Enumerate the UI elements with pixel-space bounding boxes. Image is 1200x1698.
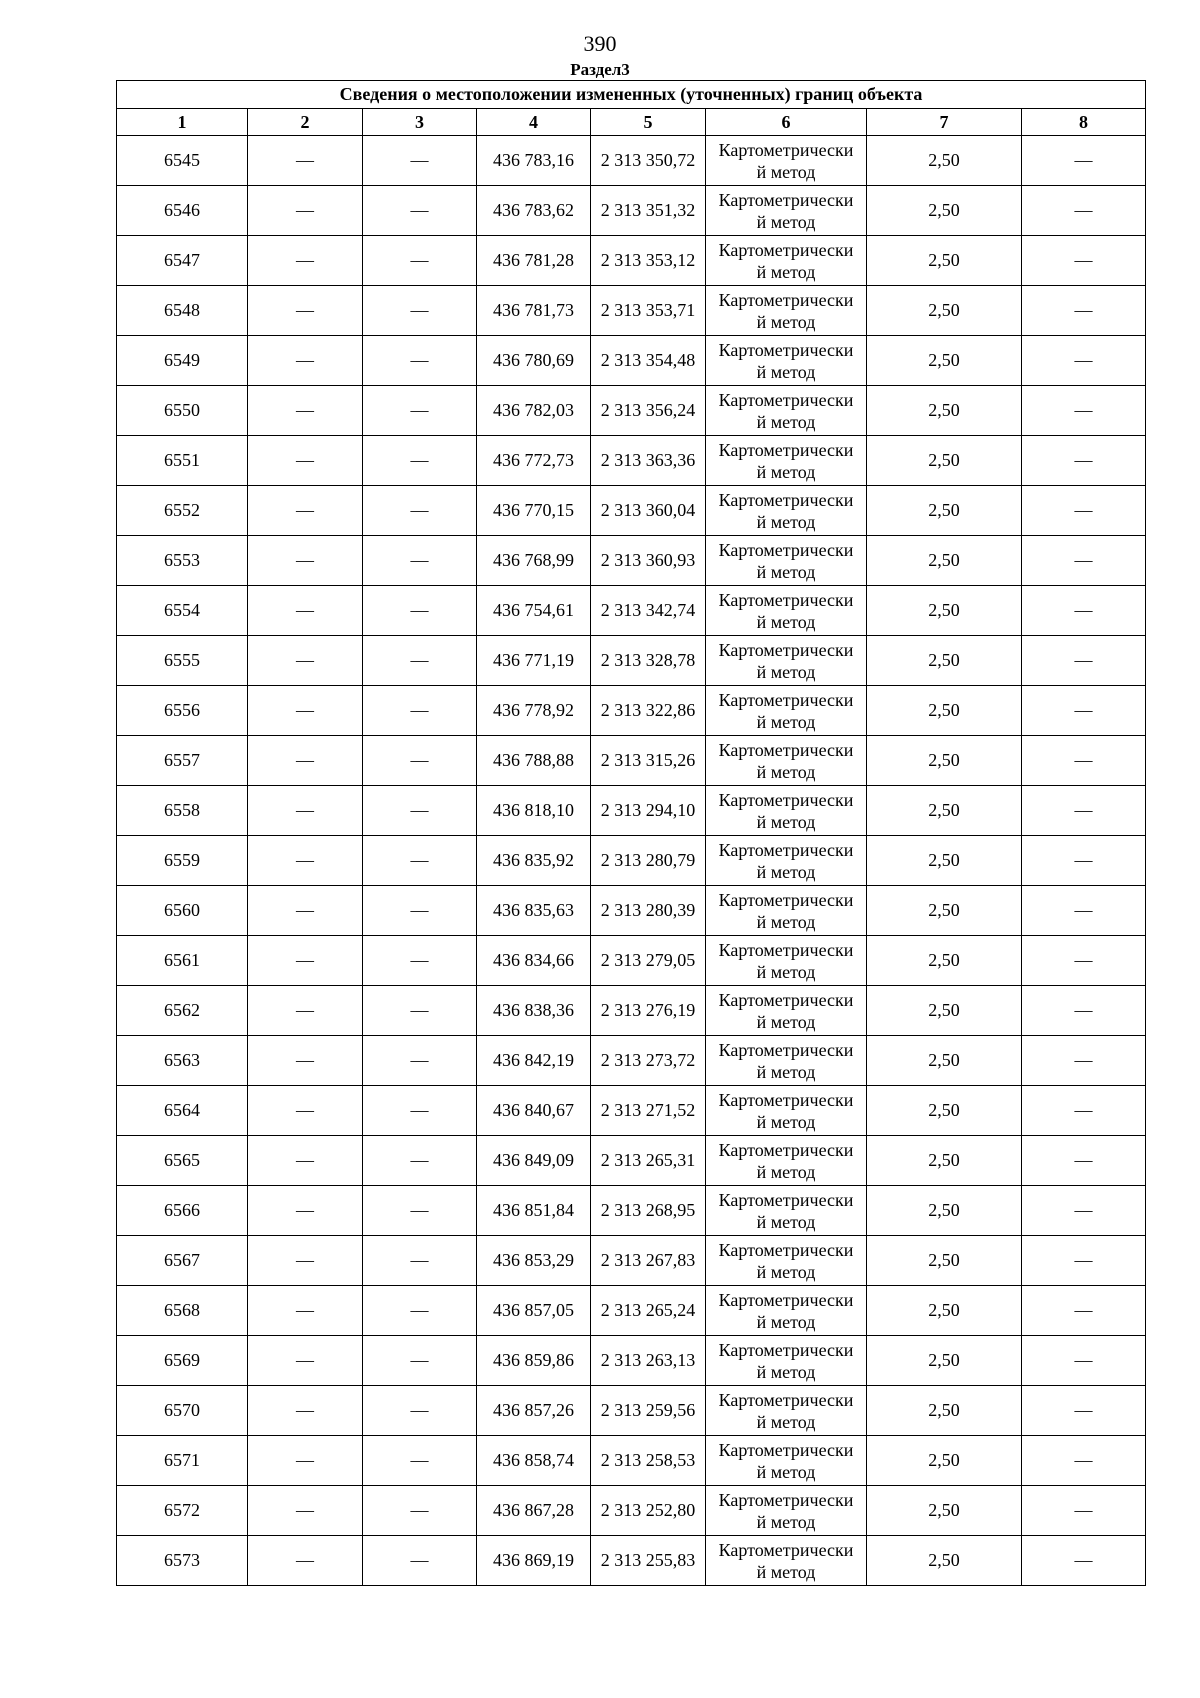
cell-col-2: — [248,786,363,836]
cell-coord-y: 2 313 265,24 [591,1286,706,1336]
cell-accuracy: 2,50 [867,1286,1022,1336]
cell-col-2: — [248,1336,363,1386]
cell-col-8: — [1022,136,1146,186]
column-header-8: 8 [1022,109,1146,136]
cell-col-2: — [248,386,363,436]
cell-col-2: — [248,436,363,486]
cell-point-number: 6549 [117,336,248,386]
cell-accuracy: 2,50 [867,236,1022,286]
column-header-6: 6 [706,109,867,136]
cell-col-8: — [1022,1536,1146,1586]
cell-col-3: — [363,1286,477,1336]
cell-point-number: 6552 [117,486,248,536]
cell-col-3: — [363,1486,477,1536]
cell-method: Картометрически й метод [706,636,867,686]
table-row [117,586,1146,636]
cell-coord-y: 2 313 342,74 [591,586,706,636]
cell-coord-y: 2 313 271,52 [591,1086,706,1136]
cell-accuracy: 2,50 [867,486,1022,536]
table-row [117,186,1146,236]
cell-coord-y: 2 313 279,05 [591,936,706,986]
cell-col-3: — [363,1386,477,1436]
cell-coord-x: 436 781,73 [477,286,591,336]
cell-col-3: — [363,1086,477,1136]
cell-col-2: — [248,1286,363,1336]
cell-point-number: 6572 [117,1486,248,1536]
table-row [117,936,1146,986]
cell-point-number: 6547 [117,236,248,286]
cell-col-3: — [363,1436,477,1486]
cell-coord-x: 436 818,10 [477,786,591,836]
cell-accuracy: 2,50 [867,586,1022,636]
cell-col-3: — [363,536,477,586]
cell-col-8: — [1022,586,1146,636]
cell-point-number: 6548 [117,286,248,336]
cell-method: Картометрически й метод [706,1236,867,1286]
cell-coord-x: 436 859,86 [477,1336,591,1386]
cell-col-2: — [248,236,363,286]
column-header-4: 4 [477,109,591,136]
cell-coord-y: 2 313 354,48 [591,336,706,386]
cell-accuracy: 2,50 [867,986,1022,1036]
cell-col-3: — [363,836,477,886]
cell-coord-y: 2 313 259,56 [591,1386,706,1436]
cell-point-number: 6545 [117,136,248,186]
cell-method: Картометрически й метод [706,136,867,186]
table-row [117,1186,1146,1236]
table-row [117,236,1146,286]
cell-method: Картометрически й метод [706,236,867,286]
cell-point-number: 6556 [117,686,248,736]
cell-coord-x: 436 770,15 [477,486,591,536]
cell-coord-y: 2 313 273,72 [591,1036,706,1086]
cell-col-8: — [1022,886,1146,936]
cell-coord-y: 2 313 353,71 [591,286,706,336]
cell-method: Картометрически й метод [706,1486,867,1536]
cell-col-2: — [248,1086,363,1136]
cell-coord-y: 2 313 280,39 [591,886,706,936]
cell-col-8: — [1022,1036,1146,1086]
cell-accuracy: 2,50 [867,386,1022,436]
cell-col-3: — [363,386,477,436]
cell-col-2: — [248,336,363,386]
cell-col-8: — [1022,1486,1146,1536]
cell-coord-x: 436 842,19 [477,1036,591,1086]
column-header-5: 5 [591,109,706,136]
cell-coord-x: 436 851,84 [477,1186,591,1236]
cell-col-2: — [248,1486,363,1536]
cell-col-3: — [363,186,477,236]
cell-coord-y: 2 313 328,78 [591,636,706,686]
cell-col-3: — [363,1336,477,1386]
cell-method: Картометрически й метод [706,1386,867,1436]
cell-col-2: — [248,186,363,236]
cell-coord-y: 2 313 294,10 [591,786,706,836]
cell-method: Картометрически й метод [706,1286,867,1336]
cell-col-3: — [363,136,477,186]
cell-col-2: — [248,1536,363,1586]
cell-accuracy: 2,50 [867,1536,1022,1586]
cell-method: Картометрически й метод [706,586,867,636]
column-header-7: 7 [867,109,1022,136]
cell-method: Картометрически й метод [706,1336,867,1386]
cell-coord-x: 436 849,09 [477,1136,591,1186]
cell-col-3: — [363,336,477,386]
cell-point-number: 6562 [117,986,248,1036]
cell-method: Картометрически й метод [706,986,867,1036]
cell-point-number: 6546 [117,186,248,236]
cell-accuracy: 2,50 [867,336,1022,386]
cell-coord-x: 436 783,62 [477,186,591,236]
cell-method: Картометрически й метод [706,486,867,536]
cell-point-number: 6558 [117,786,248,836]
table-row [117,686,1146,736]
cell-point-number: 6553 [117,536,248,586]
table-row [117,886,1146,936]
cell-point-number: 6565 [117,1136,248,1186]
cell-coord-x: 436 782,03 [477,386,591,436]
cell-col-3: — [363,686,477,736]
cell-col-2: — [248,736,363,786]
cell-accuracy: 2,50 [867,436,1022,486]
cell-col-3: — [363,636,477,686]
cell-col-2: — [248,1186,363,1236]
cell-col-8: — [1022,286,1146,336]
cell-coord-x: 436 778,92 [477,686,591,736]
table-row [117,436,1146,486]
cell-coord-y: 2 313 263,13 [591,1336,706,1386]
cell-col-3: — [363,486,477,536]
cell-accuracy: 2,50 [867,1186,1022,1236]
cell-coord-x: 436 754,61 [477,586,591,636]
cell-col-8: — [1022,1136,1146,1186]
cell-col-8: — [1022,636,1146,686]
cell-accuracy: 2,50 [867,536,1022,586]
cell-coord-y: 2 313 360,93 [591,536,706,586]
cell-coord-x: 436 835,92 [477,836,591,886]
cell-point-number: 6559 [117,836,248,886]
table-row [117,1436,1146,1486]
cell-method: Картометрически й метод [706,786,867,836]
cell-accuracy: 2,50 [867,636,1022,686]
cell-coord-y: 2 313 322,86 [591,686,706,736]
cell-col-3: — [363,1186,477,1236]
cell-coord-y: 2 313 258,53 [591,1436,706,1486]
table-row [117,786,1146,836]
cell-accuracy: 2,50 [867,786,1022,836]
cell-coord-y: 2 313 363,36 [591,436,706,486]
cell-col-8: — [1022,486,1146,536]
table-row [117,136,1146,186]
cell-coord-y: 2 313 252,80 [591,1486,706,1536]
table-row [117,536,1146,586]
cell-method: Картометрически й метод [706,386,867,436]
table-row [117,1236,1146,1286]
cell-col-3: — [363,1536,477,1586]
cell-col-3: — [363,1036,477,1086]
cell-col-2: — [248,936,363,986]
table-row [117,1136,1146,1186]
cell-col-2: — [248,886,363,936]
cell-point-number: 6570 [117,1386,248,1436]
cell-accuracy: 2,50 [867,1386,1022,1436]
cell-point-number: 6569 [117,1336,248,1386]
table-row [117,1286,1146,1336]
cell-col-8: — [1022,386,1146,436]
cell-coord-y: 2 313 350,72 [591,136,706,186]
column-header-2: 2 [248,109,363,136]
cell-coord-x: 436 788,88 [477,736,591,786]
cell-coord-x: 436 869,19 [477,1536,591,1586]
cell-coord-y: 2 313 351,32 [591,186,706,236]
cell-col-8: — [1022,836,1146,886]
cell-method: Картометрически й метод [706,436,867,486]
table-caption: Сведения о местоположении измененных (уточненных) границ объекта [117,81,1146,109]
cell-coord-x: 436 858,74 [477,1436,591,1486]
cell-point-number: 6555 [117,636,248,686]
cell-coord-x: 436 867,28 [477,1486,591,1536]
cell-coord-y: 2 313 315,26 [591,736,706,786]
cell-accuracy: 2,50 [867,186,1022,236]
cell-point-number: 6554 [117,586,248,636]
cell-col-2: — [248,286,363,336]
cell-col-8: — [1022,536,1146,586]
cell-col-8: — [1022,436,1146,486]
cell-accuracy: 2,50 [867,1036,1022,1086]
table-row [117,336,1146,386]
cell-accuracy: 2,50 [867,1086,1022,1136]
table-row [117,736,1146,786]
table-row [117,1486,1146,1536]
cell-coord-x: 436 780,69 [477,336,591,386]
cell-method: Картометрически й метод [706,1136,867,1186]
cell-col-3: — [363,886,477,936]
cell-col-3: — [363,736,477,786]
cell-col-2: — [248,636,363,686]
cell-col-2: — [248,1036,363,1086]
cell-coord-y: 2 313 267,83 [591,1236,706,1286]
cell-col-2: — [248,836,363,886]
cell-accuracy: 2,50 [867,136,1022,186]
cell-col-2: — [248,486,363,536]
cell-point-number: 6564 [117,1086,248,1136]
cell-point-number: 6550 [117,386,248,436]
cell-col-8: — [1022,786,1146,836]
cell-coord-y: 2 313 353,12 [591,236,706,286]
cell-method: Картометрически й метод [706,536,867,586]
cell-point-number: 6557 [117,736,248,786]
cell-col-2: — [248,536,363,586]
cell-col-3: — [363,286,477,336]
column-header-3: 3 [363,109,477,136]
cell-col-3: — [363,986,477,1036]
cell-accuracy: 2,50 [867,1436,1022,1486]
coordinates-table [116,80,1146,1586]
cell-accuracy: 2,50 [867,1236,1022,1286]
table-row [117,1336,1146,1386]
cell-col-8: — [1022,986,1146,1036]
cell-col-8: — [1022,336,1146,386]
cell-point-number: 6551 [117,436,248,486]
cell-method: Картометрически й метод [706,1436,867,1486]
cell-method: Картометрически й метод [706,1186,867,1236]
cell-coord-x: 436 838,36 [477,986,591,1036]
cell-col-8: — [1022,1436,1146,1486]
table-row [117,986,1146,1036]
cell-coord-y: 2 313 280,79 [591,836,706,886]
cell-point-number: 6566 [117,1186,248,1236]
cell-method: Картометрически й метод [706,286,867,336]
cell-col-8: — [1022,686,1146,736]
cell-coord-y: 2 313 268,95 [591,1186,706,1236]
cell-method: Картометрически й метод [706,186,867,236]
cell-col-8: — [1022,736,1146,786]
cell-method: Картометрически й метод [706,336,867,386]
cell-col-2: — [248,586,363,636]
table-row [117,836,1146,886]
cell-point-number: 6571 [117,1436,248,1486]
cell-accuracy: 2,50 [867,1336,1022,1386]
cell-col-8: — [1022,1236,1146,1286]
cell-col-2: — [248,1436,363,1486]
cell-col-8: — [1022,1086,1146,1136]
cell-col-8: — [1022,1186,1146,1236]
cell-col-8: — [1022,1336,1146,1386]
cell-accuracy: 2,50 [867,836,1022,886]
table-row [117,1536,1146,1586]
cell-coord-x: 436 857,05 [477,1286,591,1336]
cell-accuracy: 2,50 [867,686,1022,736]
page-number: 390 [583,31,617,56]
cell-coord-y: 2 313 265,31 [591,1136,706,1186]
cell-coord-y: 2 313 276,19 [591,986,706,1036]
cell-method: Картометрически й метод [706,936,867,986]
cell-col-8: — [1022,1386,1146,1436]
cell-col-3: — [363,1236,477,1286]
cell-accuracy: 2,50 [867,1136,1022,1186]
cell-accuracy: 2,50 [867,1486,1022,1536]
cell-method: Картометрически й метод [706,886,867,936]
cell-coord-x: 436 768,99 [477,536,591,586]
table-row [117,286,1146,336]
table-body [117,136,1146,1586]
cell-coord-x: 436 781,28 [477,236,591,286]
cell-accuracy: 2,50 [867,936,1022,986]
cell-col-8: — [1022,236,1146,286]
table-row [117,1036,1146,1086]
cell-point-number: 6573 [117,1536,248,1586]
cell-coord-y: 2 313 356,24 [591,386,706,436]
cell-coord-y: 2 313 360,04 [591,486,706,536]
column-header-row [117,109,1146,136]
cell-accuracy: 2,50 [867,886,1022,936]
cell-method: Картометрически й метод [706,736,867,786]
cell-col-8: — [1022,186,1146,236]
cell-method: Картометрически й метод [706,1086,867,1136]
cell-col-3: — [363,786,477,836]
table-row [117,386,1146,436]
cell-point-number: 6561 [117,936,248,986]
cell-method: Картометрически й метод [706,1036,867,1086]
cell-coord-x: 436 771,19 [477,636,591,686]
cell-coord-x: 436 835,63 [477,886,591,936]
cell-col-3: — [363,436,477,486]
cell-col-2: — [248,686,363,736]
table-row [117,1086,1146,1136]
cell-col-3: — [363,586,477,636]
cell-coord-y: 2 313 255,83 [591,1536,706,1586]
cell-col-3: — [363,936,477,986]
cell-coord-x: 436 834,66 [477,936,591,986]
cell-accuracy: 2,50 [867,286,1022,336]
cell-col-3: — [363,1136,477,1186]
cell-col-2: — [248,1136,363,1186]
cell-point-number: 6563 [117,1036,248,1086]
cell-col-2: — [248,1236,363,1286]
cell-col-2: — [248,136,363,186]
cell-coord-x: 436 853,29 [477,1236,591,1286]
cell-method: Картометрически й метод [706,686,867,736]
cell-col-2: — [248,1386,363,1436]
table-row [117,636,1146,686]
cell-point-number: 6560 [117,886,248,936]
cell-coord-x: 436 772,73 [477,436,591,486]
table-row [117,486,1146,536]
cell-point-number: 6568 [117,1286,248,1336]
cell-point-number: 6567 [117,1236,248,1286]
cell-col-2: — [248,986,363,1036]
cell-method: Картометрически й метод [706,836,867,886]
column-header-1: 1 [117,109,248,136]
table-row [117,1386,1146,1436]
section-title: Раздел3 [570,60,630,79]
cell-coord-x: 436 857,26 [477,1386,591,1436]
cell-coord-x: 436 783,16 [477,136,591,186]
cell-coord-x: 436 840,67 [477,1086,591,1136]
cell-col-3: — [363,236,477,286]
cell-method: Картометрически й метод [706,1536,867,1586]
cell-col-8: — [1022,936,1146,986]
cell-col-8: — [1022,1286,1146,1336]
cell-accuracy: 2,50 [867,736,1022,786]
